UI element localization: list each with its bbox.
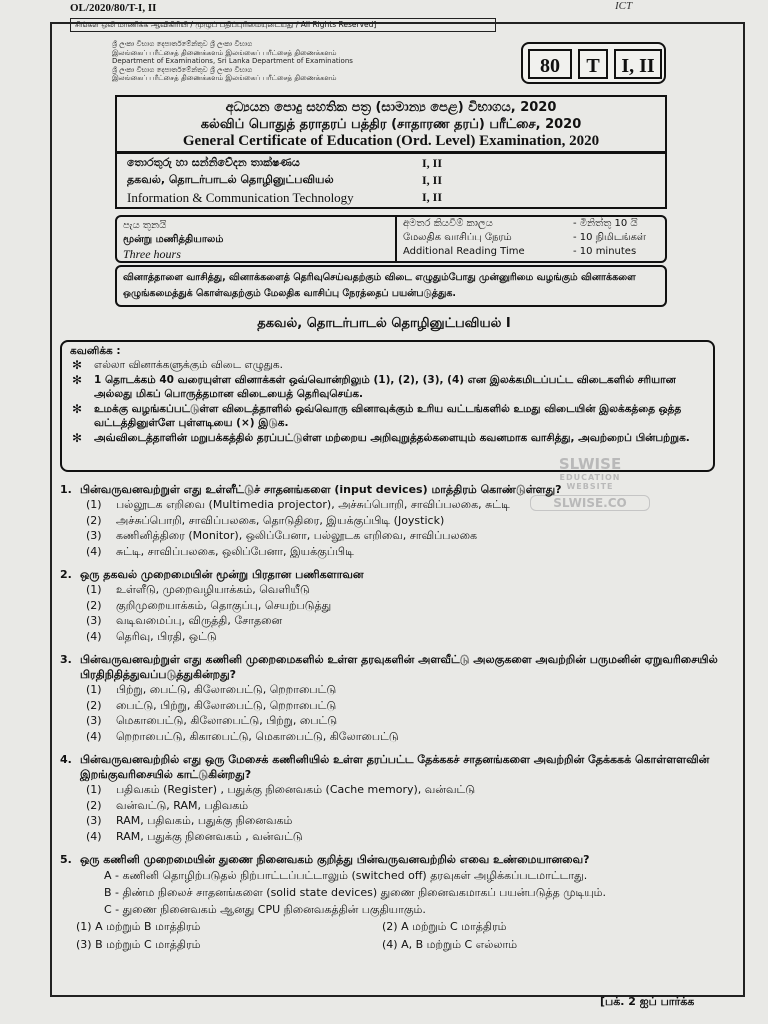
instruction-item: ✻ 1 தொடக்கம் 40 வரையுள்ள வினாக்கள் ஒவ்வொன்றிலும் (1), (2), (3), (4) என இலக்கமிடப்பட்ட விடைகளில் சரியான அல்லது மிகப் பொருத்தமான விடையைத் தெரிவுசெய்க. (72, 372, 676, 400)
reading-time-note: வினாத்தாளை வாசித்து, வினாக்களைத் தெரிவுசெய்வதற்கும் விடை எழுதும்போது முன்னுரிமை வழங்கும் வினாக்களை ஒழுங்கமைத்துக் கொள்வதற்கும் மேலதிக வாசிப்பு நேரத்தைப் பயன்படுத்துக. (115, 265, 667, 307)
option: (4) RAM, பதுக்கு நினைவகம் , வன்வட்டு (86, 829, 303, 843)
reading-time-box (395, 217, 667, 261)
questions (60, 482, 730, 962)
exam-title-english: General Certificate of Education (Ord. Level) Examination, 2020 (182, 133, 600, 149)
subject-box (115, 152, 667, 209)
page-header (70, 2, 760, 18)
dept-line: Department of Examinations, Sri Lanka Department of Examinations (112, 57, 353, 65)
option: (1) பல்லூடக எறிவை (Multimedia projector), அச்சுப்பொறி, சாவிப்பலகை, சுட்டி (86, 498, 510, 511)
question-text: 3. பின்வருவனவற்றுள் எது கணினி முறைமைகளில் உள்ள தரவுகளின் அளவீட்டு அலகுகளை அவற்றின் பருமனின் ஏறுவரிசையில் பிரதிநிதித்துவப்படுத்துகின்றது? (60, 653, 718, 681)
dept-line: ශ්‍රී ලංකා විභාග දෙපාර්තමේන්තුව ශ්‍රී ලංකා විභාග (112, 65, 253, 74)
question-text: 1. பின்வருவனவற்றுள் எது உள்ளீட்டுச் சாதனங்களை (input devices) மாத்திரம் கொண்டுள்ளது? (60, 483, 562, 496)
subject-tamil: தகவல், தொடர்பாடல் தொழினுட்பவியல் (127, 173, 334, 186)
time-box (115, 215, 667, 263)
department-block (112, 40, 520, 92)
paper-parts: I, II (614, 49, 662, 79)
question-2 (60, 567, 730, 644)
question-5 (60, 852, 730, 954)
option: (4) தெரிவு, பிரதி, ஒட்டு (86, 629, 217, 643)
handwritten-note: ICT (615, 0, 633, 12)
option: (4) றெறாபைட்டு, கிகாபைட்டு, மெகாபைட்டு, கிலோபைட்டு (86, 729, 399, 743)
option: (1) பதிவகம் (Register) , பதுக்கு நினைவகம் (Cache memory), வன்வட்டு (86, 783, 476, 796)
option-grid (60, 918, 730, 954)
option: (3) வடிவமைப்பு, விருத்தி, சோதனை (86, 614, 283, 627)
subject-parts: I, II (422, 156, 443, 170)
option: (1) உள்ளீடு, முறைவழியாக்கம், வெளியீடு (86, 583, 310, 596)
reading-row (403, 245, 667, 259)
dept-line: இலங்கைப் பரீட்சைத் திணைக்களம் இலங்கைப் பரீட்சைத் திணைக்களம் (112, 74, 337, 82)
reading-label: மேலதிக வாசிப்பு நேரம் (403, 232, 512, 243)
option: (2) பைட்டு, பிற்று, கிலோபைட்டு, றெறாபைட்டு (86, 698, 337, 712)
paper-type: T (578, 49, 608, 79)
reading-row (403, 231, 667, 245)
watermark-site-label: WEBSITE (566, 482, 614, 491)
asterisk-icon: ✻ (72, 430, 83, 445)
rights-notice: சிங்கள ஒலி மாணிக்க ஆவிகிரியி / முழுப் பதிப்புரிமையுடையது / All Rights Reserved] (70, 18, 496, 32)
option: (2) அச்சுப்பொறி, சாவிப்பலகை, தொடுதிரை, இயக்குப்பிடி (Joystick) (86, 513, 445, 527)
duration-tamil: மூன்று மணித்தியாலம் (123, 234, 224, 245)
reading-value: - 10 minutes (573, 246, 637, 257)
option: (2) வன்வட்டு, RAM, பதிவகம் (86, 798, 249, 812)
paper-title: தகவல், தொடர்பாடல் தொழினுட்பவியல் I (257, 316, 511, 331)
asterisk-icon: ✻ (72, 358, 83, 372)
asterisk-icon: ✻ (72, 401, 83, 416)
subject-code: 80 (528, 49, 572, 79)
reading-row (403, 217, 667, 231)
option: (3) RAM, பதிவகம், பதுக்கு நினைவகம் (86, 814, 293, 827)
asterisk-icon: ✻ (72, 372, 83, 387)
option: (1) A மற்றும் B மாத்திரம் (76, 920, 201, 933)
reading-value: - 10 நிமிடங்கள் (573, 232, 646, 243)
option: (1) பிற்று, பைட்டு, கிலோபைட்டு, றெறாபைட்டு (86, 683, 337, 696)
option: (3) B மற்றும் C மாத்திரம் (76, 938, 201, 951)
instruction-item: ✻ எல்லா வினாக்களுக்கும் விடை எழுதுக. (72, 358, 283, 372)
option: (3) மெகாபைட்டு, கிலோபைட்டு, பிற்று, பைட்டு (86, 714, 338, 727)
subject-english: Information & Communication Technology (127, 190, 354, 205)
dept-line: இலங்கைப் பரீட்சைத் திணைக்களம் இலங்கைப் பரீட்சைத் திணைக்களம் (112, 48, 337, 57)
page-turn-note: [பக். 2 ஐப் பார்க்க (600, 995, 695, 1008)
question-text: 2. ஒரு தகவல் முறைமையின் மூன்று பிரதான பணிகளாவன (60, 568, 364, 581)
exam-title-box (115, 95, 667, 153)
watermark-name: SLWISE (558, 455, 622, 473)
exam-title-tamil: கல்விப் பொதுத் தராதரப் பத்திர (சாதாரண தரப்) பரீட்சை, 2020 (200, 117, 582, 132)
option: (3) கணினித்திரை (Monitor), ஒலிப்பேனா, பல்லூடக எறிவை, சாவிப்பலகை (86, 529, 478, 542)
statement: A - கணினி தொழிற்படுதல் நிற்பாட்டப்பட்டாலும் (switched off) தரவுகள் அழிக்கப்படமாட்டாது. (104, 869, 588, 882)
option: (2) A மற்றும் C மாத்திரம் (382, 920, 507, 933)
instructions-box (60, 340, 715, 472)
paper-code: OL/2020/80/T-I, II (70, 2, 157, 14)
reading-label: Additional Reading Time (403, 246, 525, 257)
question-3 (60, 652, 730, 744)
watermark-url: SLWISE.CO (530, 495, 650, 511)
question-4 (60, 752, 730, 844)
statement: B - திண்ம நிலைச் சாதனங்களை (solid state devices) துணை நினைவகமாகப் பயன்படுத்த முடியும். (104, 886, 607, 899)
statement: C - துணை நினைவகம் ஆனது CPU நினைவகத்தின் பகுதியாகும். (104, 903, 426, 916)
option: (4) A, B மற்றும் C எல்லாம் (382, 938, 518, 951)
watermark-sub: EDUCATION (559, 473, 621, 482)
instruction-item: ✻ உமக்கு வழங்கப்பட்டுள்ள விடைத்தாளில் ஒவ்வொரு வினாவுக்கும் உரிய வட்டங்களில் உமது விடையின் இலக்கத்தை ஒத்த வட்டத்தினுள்ளே புள்ளடியை (×) இடுக. (72, 401, 682, 429)
dept-line: ශ්‍රී ලංකා විභාග දෙපාර්තමේන්තුව ශ්‍රී ලංකා විභාග (112, 40, 253, 48)
question-text: 4. பின்வருவனவற்றில் எது ஒரு மேசைக் கணினியில் உள்ள தரப்பட்ட தேக்ககச் சாதனங்களை அவற்றின் தேக்ககக் கொள்ளளவின் இறங்குவரிசையில் காட்டுகின்றது? (60, 753, 710, 781)
subject-sinhala: තොරතුරු හා සන්නිවේදන තාක්ෂණය (127, 156, 300, 169)
reading-value: - මිනිත්තු 10 යි (573, 218, 638, 229)
instructions-title: கவனிக்க : (70, 345, 121, 357)
subject-code-box (521, 42, 666, 84)
option: (4) சுட்டி, சாவிப்பலகை, ஒலிப்பேனா, இயக்குப்பிடி (86, 544, 354, 558)
instruction-item: ✻ அவ்விடைத்தாளின் மறுபக்கத்தில் தரப்பட்டுள்ள மற்றைய அறிவுறுத்தல்களையும் கவனமாக வாசித்து, அவற்றைப் பின்பற்றுக. (72, 430, 690, 445)
duration-sinhala: පැය තුනයි (123, 220, 167, 231)
subject-parts: I, II (422, 173, 443, 187)
question-1 (60, 482, 730, 559)
duration (123, 219, 333, 261)
subject-parts: I, II (422, 190, 443, 204)
question-text: 5. ஒரு கணினி முறைமையின் துணை நினைவகம் குறித்து பின்வருவனவற்றில் எவை உண்மையானவை? (60, 853, 590, 866)
option: (2) குறிமுறையாக்கம், தொகுப்பு, செயற்படுத்து (86, 598, 332, 612)
reading-label: අමතර කියවීම් කාලය (403, 218, 493, 229)
exam-title-sinhala: අධ්‍යයන පොදු සහතික පත්‍ර (සාමාන්‍ය පෙළ) විභාගය, 2020 (225, 100, 557, 115)
duration-english: Three hours (123, 247, 181, 261)
